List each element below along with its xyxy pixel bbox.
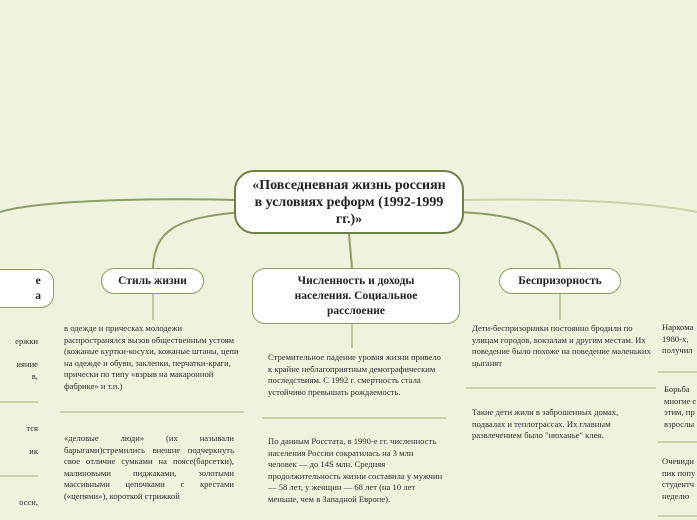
central-topic-label: «Повседневная жизнь россиян в условиях реформ (1992-1999 гг.)» <box>252 177 446 227</box>
note-left-3: осси, <box>19 496 38 507</box>
note-right-2: Борьба многие с этим, пр взрослы <box>664 384 697 429</box>
note-right-3: Очевиди пик попу студентч неделю <box>662 456 696 501</box>
central-topic[interactable] <box>234 170 464 234</box>
note-population-stats: По данным Росстата, в 1990-е гг. численность населения России сократилась на 3 млн человек — до 14S млн. Средняя продолжительность жизни составила у мужчин — 58 лет, у женщин — 68 лет (на 10 лет меньше, чем в Западной Европе). <box>268 436 443 504</box>
note-homeless-shelter: Такие дети жили в заброшенных домах, подвалах и теплотрассах. Их главным развлечением было "нюханье" клея. <box>472 407 619 441</box>
note-lifestyle-youth: в одежде и прическах молодежи распространялся вызов общественным устоям (кожаные куртки-косухи, кожаные штаны, цепи на одежде и обуви, заклепки, перчатки-краги, прически по типу «взрыв на макаронной фабрике» и т.п.) <box>64 323 239 391</box>
note-homeless-streets: Дети-беспризорники постоянно бродили по улицам городов, вокзалам и другим местам. Их поведение было похоже на поведение маленьких цыганят <box>472 323 651 368</box>
note-left-1: ержки ияние в, <box>15 336 38 381</box>
topic-lifestyle[interactable] <box>101 268 204 294</box>
note-population-decline: Стремительное падение уровня жизни привело к крайне неблагоприятным демографическим последствиям. С 1992 г. смертность стала устойчиво превышать рождаемость. <box>268 352 441 397</box>
topic-left-label: е а <box>35 274 41 302</box>
link-central-left <box>0 199 236 212</box>
link-central-style <box>153 212 242 268</box>
topic-homelessness[interactable] <box>499 268 621 294</box>
topic-homelessness-label: Беспризорность <box>518 274 602 287</box>
topic-lifestyle-label: Стиль жизни <box>118 274 187 287</box>
note-lifestyle-business: «деловые люди» (их называли барыгами)стремились внешне подчеркнуть свое отличие сумками на поясе(барсетки), малиновыми пиджаками, золотыми массивными цепочками с крестами («цепями»), короткой стрижкой <box>64 433 234 501</box>
link-central-population <box>349 234 352 268</box>
topic-left-partial[interactable] <box>0 269 54 308</box>
topic-population-label: Численность и доходы населения. Социальное расслоение <box>294 274 418 317</box>
link-central-right <box>462 200 697 213</box>
topic-population[interactable] <box>252 268 460 324</box>
link-central-homeless <box>458 212 560 268</box>
note-left-2: тся ик <box>26 423 38 457</box>
note-right-1: Наркома 1980-х, получил <box>662 322 694 356</box>
